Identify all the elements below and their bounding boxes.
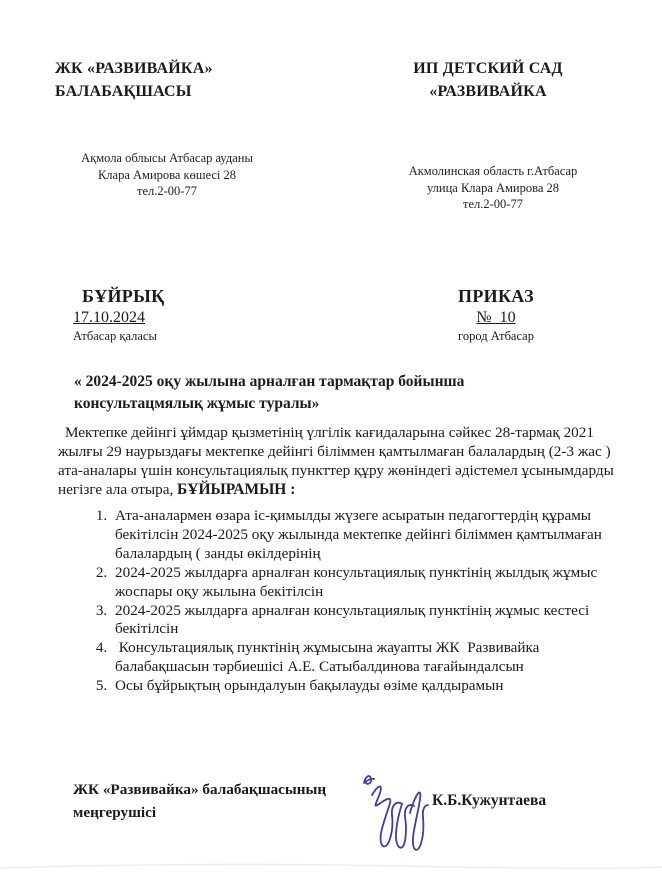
signatory-name: К.Б.Кужунтаева xyxy=(432,792,547,809)
order-city-kk: Атбасар қаласы xyxy=(73,329,157,343)
decree-item-2: 2. 2024-2025 жылдарға арналған консультациялық пунктінің жылдық жұмыс жоспары оқу жылына бекітілсін xyxy=(111,564,626,602)
preamble-text: Мектепке дейінгі ұймдар қызметінің үлгілік кағидаларына сәйкес 28-тармақ 2021 жылғы 29 наурыздағы мектепке дейінгі біліммен қамтылмаған балалардың (2-3 жас ) ата-аналары үшін консультациялық пункттер құру жөніндегі әдістемел ұсынымдарды негізге ала отыра, xyxy=(58,424,614,498)
org-name-kazakh xyxy=(55,57,213,103)
signatory-role xyxy=(73,778,373,824)
org-left-line1: ЖК «РАЗВИВАЙКА» xyxy=(55,60,213,77)
address-left-phone: тел.2-00-77 xyxy=(137,184,197,198)
subject-line2: консультацмялық жұмыс туралы» xyxy=(74,395,320,412)
scan-artifact-line xyxy=(0,858,662,877)
order-heading-kazakh xyxy=(73,286,164,344)
subject-line1: « 2024-2025 оқу жылына арналған тармақтар бойынша xyxy=(74,373,465,390)
order-number: № 10 xyxy=(476,309,516,326)
address-kazakh xyxy=(60,150,274,200)
decree-item-1: 1. Ата-аналармен өзара іс-қимылды жүзеге асыратын педагогтердің құрамы бекітілсін 2024-2025 оқу жылында мектепке дейінгі біліммен қамтылмаған балалардың ( занды өкілдерінің xyxy=(111,507,626,564)
decree-item-4: 4. Консультациялық пунктінің жұмысына жауапты ЖК Развивайка балабақшасын тәрбиешісі А.Е. Сатыбалдинова тағайындалсын xyxy=(111,639,626,677)
address-left-line1: Ақмола облысы Атбасар ауданы xyxy=(81,151,253,165)
org-right-line2: «РАЗВИВАЙКА xyxy=(429,83,547,100)
order-date: 17.10.2024 xyxy=(73,309,145,326)
order-title-kk: БҰЙРЫҚ xyxy=(82,286,165,306)
decree-item-5: 5. Осы бұйрықтың орындалуын бақылауды өзіме қалдырамын xyxy=(111,677,626,696)
order-preamble xyxy=(58,424,624,500)
address-right-line2: улица Клара Амирова 28 xyxy=(426,180,560,195)
signatory-role-line2: меңгерушісі xyxy=(73,804,157,821)
address-right-phone: тел.2-00-77 xyxy=(463,197,523,211)
order-city-ru: город Атбасар xyxy=(458,329,534,343)
org-right-line1: ИП ДЕТСКИЙ САД xyxy=(413,60,563,77)
org-left-line2: БАЛАБАҚШАСЫ xyxy=(55,83,192,100)
address-right-line1: Акмолинская область г.Атбасар xyxy=(408,164,578,178)
address-russian xyxy=(386,163,600,213)
order-subject xyxy=(74,371,574,415)
decree-items xyxy=(58,507,626,696)
signatory-role-line1: ЖК «Развивайка» балабақшасының xyxy=(73,781,327,798)
org-name-russian xyxy=(398,57,578,103)
address-left-line2: Клара Амирова көшесі 28 xyxy=(97,167,237,182)
order-heading-russian xyxy=(430,286,562,344)
order-title-ru: ПРИКАЗ xyxy=(458,286,534,306)
handwritten-signature-icon xyxy=(352,757,430,862)
decree-item-3: 3. 2024-2025 жылдарға арналған консультациялық пунктінің жұмыс кестесі бекітілсін xyxy=(111,602,626,640)
decree-word: БҰЙЫРАМЫН : xyxy=(177,480,296,498)
